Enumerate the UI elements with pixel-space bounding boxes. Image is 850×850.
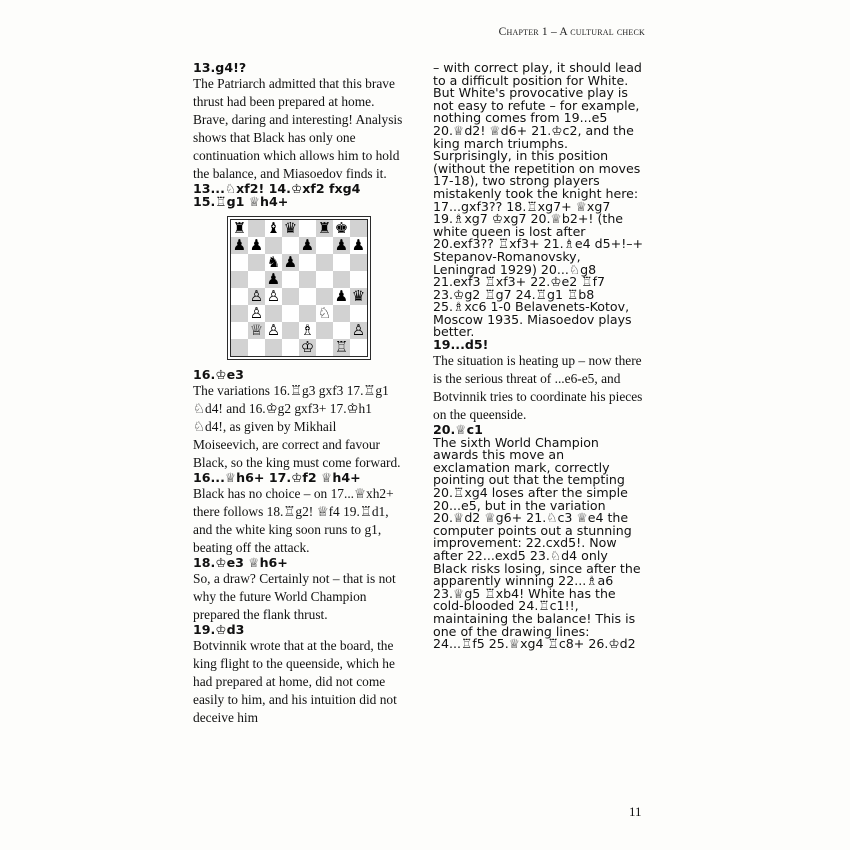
paragraph: Black has no choice – on 17...♕xh2+ there follows 18.♖g2! ♕f4 19.♖d1, and the white king soon runs to g1, beating off the attack. — [193, 486, 394, 556]
two-column-body — [193, 62, 648, 792]
board-square: ♙ — [249, 287, 264, 306]
board-square — [316, 288, 333, 305]
paragraph: So, a draw? Certainly not – that is not why the future World Champion prepared the flank thrust. — [193, 570, 396, 623]
board-square — [231, 305, 248, 322]
board-square — [282, 288, 299, 305]
board-square — [316, 254, 333, 271]
move-heading: 16...♕h6+ 17.♔f2 ♕h4+ — [193, 470, 361, 486]
board-square — [316, 237, 333, 254]
board-square — [299, 220, 316, 237]
board-square — [316, 271, 333, 288]
board-square — [265, 237, 282, 254]
board-square — [248, 220, 265, 237]
paragraph: The variations 16.♖g3 gxf3 17.♖g1 ♘d4! and 16.♔g2 gxf3+ 17.♔h1 ♘d4!, as given by Mikhail Moiseevich, are correct and favour Black, so the king must come forward. — [193, 382, 401, 471]
board-square: ♜ — [317, 219, 332, 238]
board-square — [282, 271, 299, 288]
board-square — [282, 339, 299, 356]
board-square — [333, 271, 350, 288]
board-square: ♟ — [249, 236, 264, 255]
board-square: ♙ — [266, 321, 281, 340]
board-square: ♝ — [266, 219, 281, 238]
board-square: ♟ — [351, 236, 366, 255]
board-square: ♟ — [232, 236, 247, 255]
move-heading: 13...♘xf2! 14.♔xf2 fxg4 15.♖g1 ♕h4+ — [193, 181, 361, 209]
board-square — [231, 322, 248, 339]
board-square: ♖ — [334, 338, 349, 357]
board-square — [231, 339, 248, 356]
board-square — [299, 288, 316, 305]
board-square — [231, 288, 248, 305]
board-square — [299, 271, 316, 288]
board-square — [333, 305, 350, 322]
move-heading: 18.♔e3 ♕h6+ — [193, 555, 288, 571]
board-square — [333, 322, 350, 339]
left-column — [193, 62, 405, 727]
board-square: ♕ — [249, 321, 264, 340]
board-square: ♟ — [334, 236, 349, 255]
board-square: ♗ — [300, 321, 315, 340]
paragraph: The sixth World Champion awards this move an exclamation mark, correctly pointing out that the tempting 20.♖xg4 loses after the simple 20...e5, but in the variation 20.♕d2 ♕g6+ 21.♘c3 ♕e4 the computer points out a stunning improvement: 22.cxd5!. Now after 22...exd5 23.♘d4 only Black risks losing, since after the apparently winning 22...♗a6 23.♕g5 ♖xb4! White has the cold-blooded 24.♖c1!!, maintaining the balance! This is one of the drawing lines: 24...♖f5 25.♕xg4 ♖c8+ 26.♔d2 — [433, 434, 641, 652]
board-square — [248, 254, 265, 271]
move-heading: 19...d5! — [433, 337, 489, 353]
board-square: ♟ — [300, 236, 315, 255]
board-square — [265, 305, 282, 322]
board-square — [248, 271, 265, 288]
board-square — [299, 305, 316, 322]
board-square — [231, 254, 248, 271]
right-column — [433, 62, 645, 651]
board-square — [282, 305, 299, 322]
board-square — [350, 339, 367, 356]
board-square — [333, 254, 350, 271]
page-number: 11 — [629, 804, 642, 819]
board-square: ♞ — [266, 253, 281, 272]
board-square — [316, 339, 333, 356]
board-square: ♔ — [300, 338, 315, 357]
board-square: ♜ — [232, 219, 247, 238]
move-heading: 20.♕c1 — [433, 422, 483, 438]
board-square: ♟ — [334, 287, 349, 306]
paragraph: Botvinnik wrote that at the board, the king flight to the queenside, which he had prepared at home, did not come easily to him, and his intuition did not deceive him — [193, 637, 397, 726]
board-square: ♛ — [283, 219, 298, 238]
board-square: ♘ — [317, 304, 332, 323]
board-square: ♙ — [249, 304, 264, 323]
board-square — [265, 339, 282, 356]
board-square: ♟ — [283, 253, 298, 272]
move-heading: 13.g4!? — [193, 60, 247, 75]
move-heading: 19.♔d3 — [193, 622, 245, 638]
move-heading: 16.♔e3 — [193, 367, 244, 383]
board-square — [282, 322, 299, 339]
board-square — [350, 305, 367, 322]
board-frame — [227, 216, 371, 360]
board-square — [350, 271, 367, 288]
board-square — [350, 254, 367, 271]
chess-board — [230, 219, 368, 357]
board-square — [282, 237, 299, 254]
chess-diagram — [193, 216, 405, 360]
board-square: ♙ — [266, 287, 281, 306]
running-head: Chapter 1 – A cultural check — [498, 26, 645, 38]
board-square — [350, 220, 367, 237]
board-square — [231, 271, 248, 288]
board-square: ♚ — [334, 219, 349, 238]
board-square — [248, 339, 265, 356]
board-square: ♙ — [351, 321, 366, 340]
paragraph: – with correct play, it should lead to a difficult position for White. But White's provocative play is not easy to refute – for example, nothing comes from 19...e5 20.♕d2! ♕d6+ 21.♔c2, and the king march triumphs. Surprisingly, in this position (without the repetition on moves 17-18), two strong players mistakenly took the knight here: 17...gxf3?? 18.♖xg7+ ♕xg7 19.♗xg7 ♔xg7 20.♕b2+! (the white queen is lost after 20.exf3?? ♖xf3+ 21.♗e4 d5+!–+ Stepanov-Romanovsky, Leningrad 1929) 20...♘g8 21.exf3 ♖xf3+ 22.♔e2 ♖f7 23.♔g2 ♖g7 24.♖g1 ♖b8 25.♗xc6 1-0 Belavenets-Kotov, Moscow 1935. Miasoedov plays better. — [433, 60, 644, 340]
board-square: ♟ — [266, 270, 281, 289]
board-square — [299, 254, 316, 271]
board-square: ♛ — [351, 287, 366, 306]
paragraph: The situation is heating up – now there is the serious threat of ...e6-e5, and Botvinnik tries to coordinate his pieces on the queenside. — [433, 352, 643, 422]
paragraph: The Patriarch admitted that this brave thrust had been prepared at home. Brave, daring and interesting! Analysis shows that Black has only one continuation which allows him to hold the balance, and Miasoedov finds it. — [193, 75, 403, 182]
board-square — [316, 322, 333, 339]
